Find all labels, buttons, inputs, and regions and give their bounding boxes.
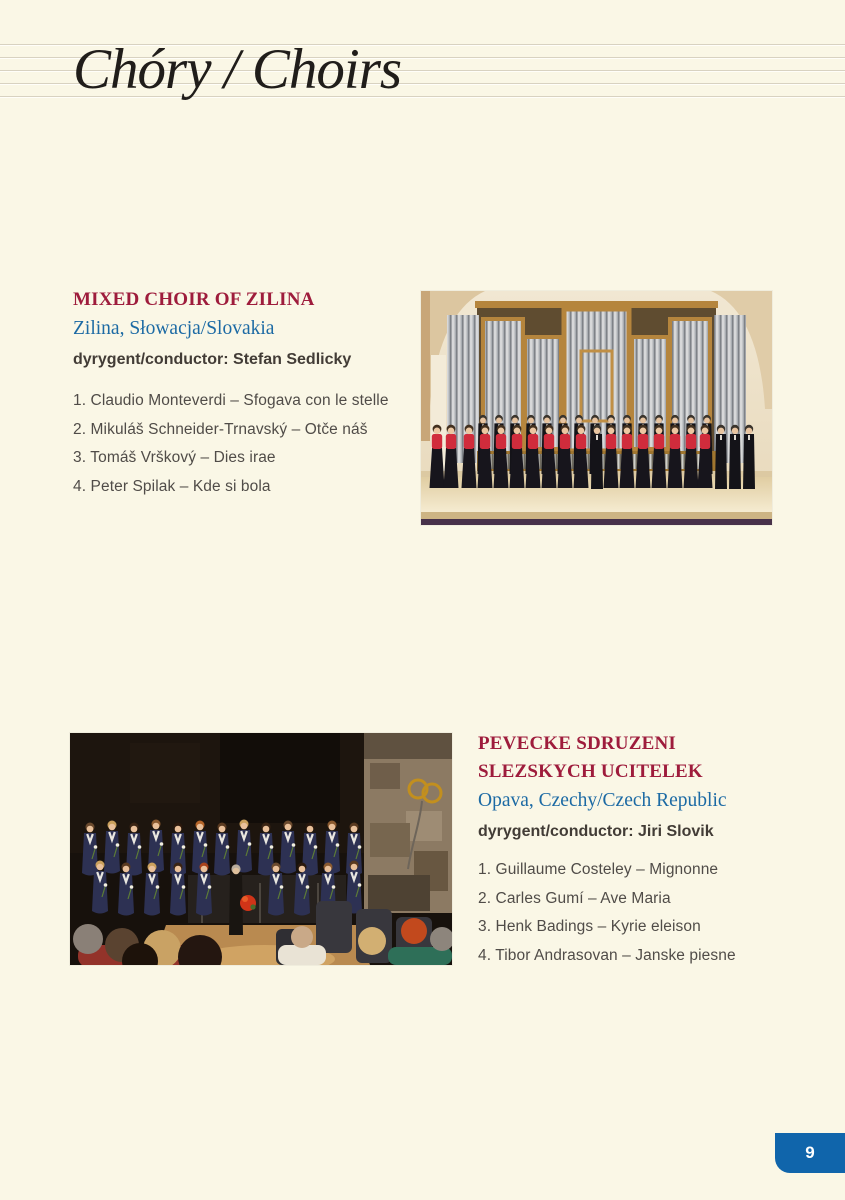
conductor-label: dyrygent/conductor: (73, 351, 229, 368)
repertoire-item: 3. Tomáš Vrškový – Dies irae (73, 449, 276, 466)
choir-photo-zilina-concert-hall-organ (421, 291, 772, 525)
choir-photo-opava-stage-audience (70, 733, 452, 965)
conductor-line (478, 822, 845, 842)
choir-name (478, 730, 845, 786)
repertoire-item: 1. Claudio Monteverdi – Sfogava con le stelle (73, 392, 389, 409)
choir-name: MIXED CHOIR OF ZILINA (73, 289, 315, 310)
page-number-badge (775, 1133, 845, 1173)
conductor-name: Jiri Slovik (638, 823, 714, 840)
repertoire-list (73, 387, 441, 501)
repertoire-item: 4. Peter Spilak – Kde si bola (73, 477, 271, 495)
choir-name-line: SLEZSKYCH UCITELEK (478, 761, 703, 782)
page-title: Chóry / Choirs (73, 38, 402, 101)
choir-section-opava (478, 730, 845, 970)
repertoire-item: 1. Guillaume Costeley – Mignonne (478, 861, 719, 878)
page-number: 9 (805, 1143, 815, 1162)
conductor-name: Stefan Sedlicky (233, 351, 352, 368)
choir-section-zilina (73, 286, 441, 501)
repertoire-list (478, 856, 845, 970)
repertoire-item: 3. Henk Badings – Kyrie eleison (478, 918, 701, 935)
repertoire-item: 2. Mikuláš Schneider-Trnavský – Otče náš (73, 420, 368, 438)
conductor-line (73, 350, 441, 370)
choir-location: Zilina, Słowacja/Slovakia (73, 318, 275, 339)
choir-name-line: PEVECKE SDRUZENI (478, 733, 676, 754)
choir-location: Opava, Czechy/Czech Republic (478, 790, 727, 811)
repertoire-item: 2. Carles Gumí – Ave Maria (478, 889, 671, 907)
repertoire-item: 4. Tibor Andrasovan – Janske piesne (478, 946, 736, 964)
conductor-label: dyrygent/conductor: (478, 823, 634, 840)
